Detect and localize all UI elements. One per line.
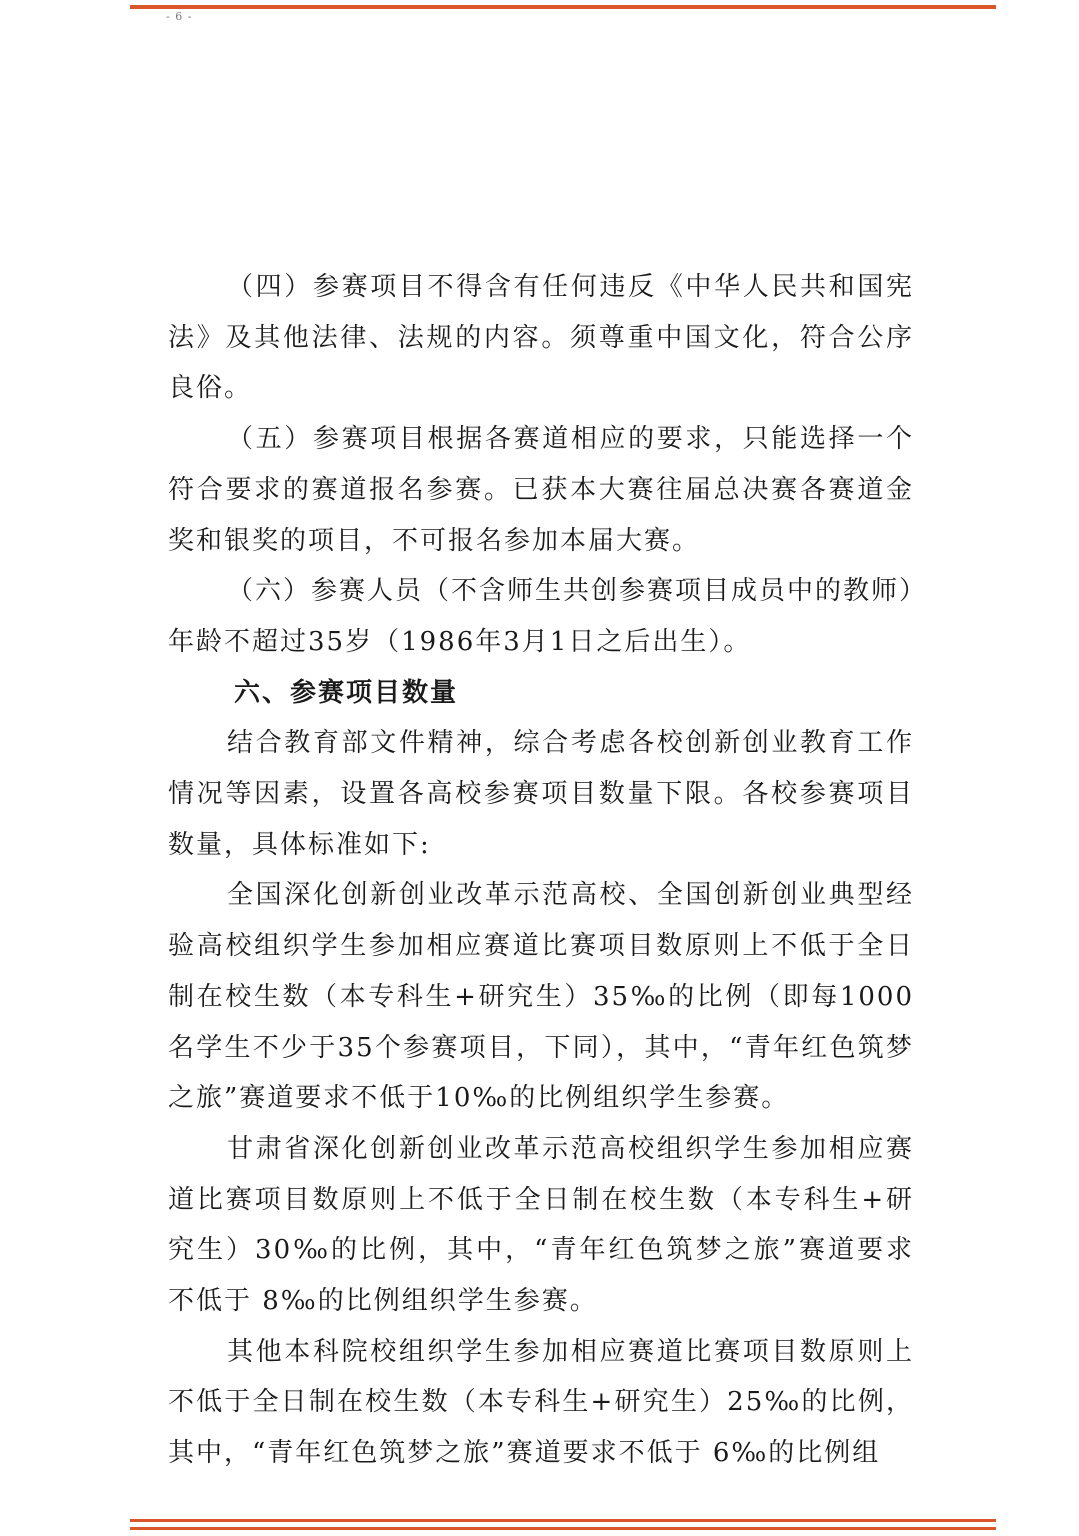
paragraph-intro: 结合教育部文件精神，综合考虑各校创新创业教育工作情况等因素，设置各高校参赛项目数量下限。各校参赛项目数量，具体标准如下:	[168, 728, 914, 860]
footer-rule-secondary	[130, 1527, 996, 1530]
paragraph-gansu-schools: 甘肃省深化创新创业改革示范高校组织学生参加相应赛道比赛项目数原则上不低于全日制在校生数（本专科生+研究生）30‰的比例，其中，“青年红色筑梦之旅”赛道要求不低于 8‰的比例组织学生参赛。	[168, 1133, 914, 1317]
paragraph-national-schools: 全国深化创新创业改革示范高校、全国创新创业典型经验高校组织学生参加相应赛道比赛项目数原则上不低于全日制在校生数（本专科生+研究生）35‰的比例（即每1000名学生不少于35个参赛项目，下同），其中，“青年红色筑梦之旅”赛道要求不低于10‰的比例组织学生参赛。	[168, 880, 914, 1114]
header-rule	[130, 5, 996, 9]
document-body	[168, 262, 914, 1479]
paragraph-other-schools: 其他本科院校组织学生参加相应赛道比赛项目数原则上不低于全日制在校生数（本专科生+研究生）25‰的比例，其中，“青年红色筑梦之旅”赛道要求不低于 6‰的比例组	[168, 1336, 914, 1469]
paragraph-item-6: （六）参赛人员（不含师生共创参赛项目成员中的教师）年龄不超过35岁（1986年3月1日之后出生）。	[168, 576, 915, 657]
paragraph-item-4: （四）参赛项目不得含有任何违反《中华人民共和国宪法》及其他法律、法规的内容。须尊重中国文化，符合公序良俗。	[168, 272, 914, 404]
section-heading-6: 六、参赛项目数量	[234, 677, 459, 708]
paragraph-item-5: （五）参赛项目根据各赛道相应的要求，只能选择一个符合要求的赛道报名参赛。已获本大赛往届总决赛各赛道金奖和银奖的项目，不可报名参加本届大赛。	[168, 424, 914, 556]
page-number: - 6 -	[166, 10, 193, 23]
footer-rule	[130, 1519, 996, 1522]
